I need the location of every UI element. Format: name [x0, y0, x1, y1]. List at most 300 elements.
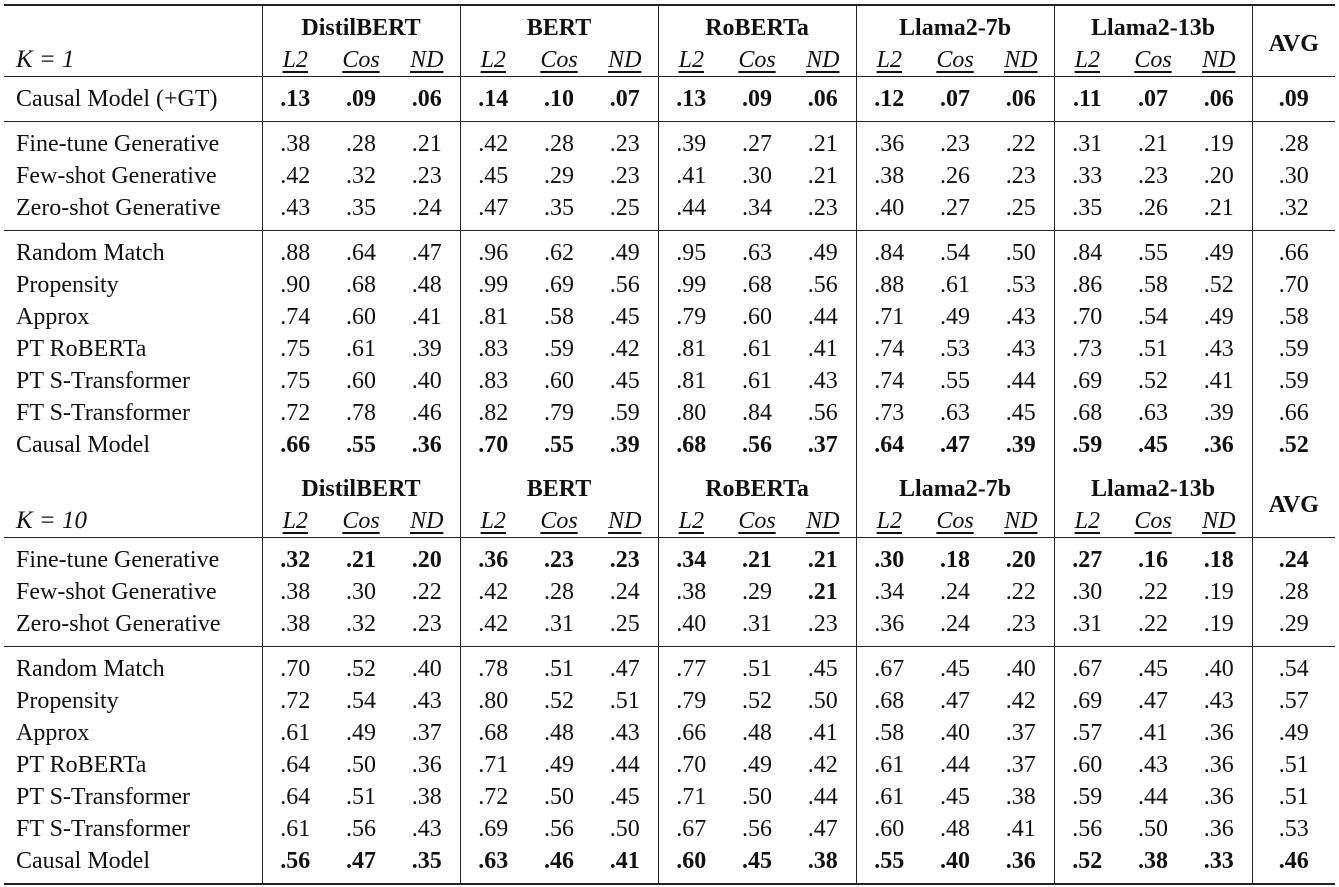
- value-cell: .36: [394, 749, 460, 781]
- metric-header: [526, 44, 592, 77]
- value-cell: .24: [940, 578, 971, 605]
- table-row: [4, 781, 1335, 813]
- value-cell: .44: [790, 301, 856, 333]
- value-cell: .79: [544, 399, 574, 426]
- method-name: PT RoBERTa: [4, 333, 262, 365]
- value-cell: .30: [742, 162, 773, 189]
- value-cell: .20: [1186, 160, 1252, 192]
- value-cell: .63: [940, 399, 971, 426]
- metric-header: [1054, 505, 1120, 538]
- table-row: [4, 192, 1335, 231]
- value-cell: .40: [988, 647, 1054, 686]
- value-cell: .59: [1072, 783, 1103, 810]
- value-cell: .36: [856, 122, 922, 161]
- table-row: [4, 608, 1335, 647]
- value-cell: .25: [592, 608, 658, 647]
- value-cell: .40: [874, 194, 905, 221]
- table-row: [4, 749, 1335, 781]
- value-cell: .09: [724, 77, 790, 122]
- value-cell: .48: [394, 269, 460, 301]
- value-cell: .61: [280, 815, 311, 842]
- value-cell: .51: [592, 685, 658, 717]
- value-cell: .33: [1072, 162, 1103, 189]
- value-cell: .06: [988, 77, 1054, 122]
- value-cell: .23: [790, 192, 856, 231]
- value-cell: .84: [856, 231, 922, 270]
- value-cell: .42: [790, 749, 856, 781]
- value-cell: .47: [940, 431, 971, 458]
- value-cell: .61: [742, 367, 773, 394]
- method-name: Zero-shot Generative: [4, 608, 262, 647]
- avg-cell: .49: [1278, 719, 1309, 746]
- value-cell: .21: [790, 576, 856, 608]
- value-cell: .52: [1054, 845, 1120, 884]
- value-cell: .81: [478, 303, 509, 330]
- method-name: Approx: [4, 717, 262, 749]
- value-cell: .99: [676, 271, 707, 298]
- value-cell: .07: [922, 77, 988, 122]
- value-cell: .43: [988, 301, 1054, 333]
- value-cell: .45: [922, 647, 988, 686]
- value-cell: .34: [874, 578, 905, 605]
- model-header: DistilBERT: [262, 5, 460, 44]
- value-cell: .47: [592, 647, 658, 686]
- metric-label: L2: [1074, 46, 1100, 73]
- value-cell: .40: [940, 719, 971, 746]
- metric-header: [328, 44, 394, 77]
- metric-label: Cos: [1134, 46, 1172, 73]
- value-cell: .60: [874, 815, 905, 842]
- value-cell: .47: [394, 231, 460, 270]
- value-cell: .21: [724, 538, 790, 577]
- value-cell: .83: [478, 367, 509, 394]
- value-cell: .66: [280, 431, 311, 458]
- value-cell: .59: [1072, 431, 1103, 458]
- value-cell: .41: [394, 301, 460, 333]
- value-cell: .81: [676, 335, 707, 362]
- value-cell: .60: [742, 303, 773, 330]
- value-cell: .48: [940, 815, 971, 842]
- value-cell: .22: [1138, 610, 1169, 637]
- metric-header: [526, 505, 592, 538]
- metric-label: ND: [1004, 46, 1038, 73]
- value-cell: .32: [262, 538, 328, 577]
- value-cell: .35: [346, 194, 376, 221]
- value-cell: .58: [544, 303, 574, 330]
- value-cell: .43: [1186, 333, 1252, 365]
- value-cell: .80: [478, 687, 509, 714]
- model-header: BERT: [460, 5, 658, 44]
- value-cell: .68: [346, 271, 376, 298]
- metric-label: L2: [282, 46, 308, 73]
- value-cell: .47: [940, 687, 971, 714]
- value-cell: .39: [988, 429, 1054, 467]
- metric-header: [988, 44, 1054, 77]
- metric-label: ND: [608, 46, 642, 73]
- model-header-row: [4, 467, 1335, 505]
- avg-cell: .57: [1278, 687, 1309, 714]
- avg-cell: .09: [1252, 77, 1335, 122]
- value-cell: .23: [526, 538, 592, 577]
- value-cell: .56: [262, 845, 328, 884]
- value-cell: .28: [544, 578, 574, 605]
- value-cell: .30: [1072, 578, 1103, 605]
- value-cell: .67: [1054, 647, 1120, 686]
- metric-header: [1120, 44, 1186, 77]
- value-cell: .64: [874, 431, 905, 458]
- table-row: [4, 333, 1335, 365]
- value-cell: .45: [592, 301, 658, 333]
- value-cell: .31: [742, 610, 773, 637]
- value-cell: .25: [592, 192, 658, 231]
- value-cell: .84: [1054, 231, 1120, 270]
- value-cell: .50: [592, 813, 658, 845]
- value-cell: .51: [724, 647, 790, 686]
- value-cell: .38: [874, 162, 905, 189]
- value-cell: .49: [742, 751, 773, 778]
- model-header: RoBERTa: [658, 467, 856, 505]
- metric-header: [658, 505, 724, 538]
- method-name: PT RoBERTa: [4, 749, 262, 781]
- value-cell: .45: [724, 845, 790, 884]
- value-cell: .77: [658, 647, 724, 686]
- value-cell: .54: [346, 687, 376, 714]
- value-cell: .75: [280, 367, 311, 394]
- value-cell: .56: [742, 815, 773, 842]
- value-cell: .55: [940, 367, 971, 394]
- value-cell: .40: [394, 365, 460, 397]
- value-cell: .23: [394, 160, 460, 192]
- metric-label: Cos: [936, 46, 974, 73]
- value-cell: .21: [790, 160, 856, 192]
- avg-cell: .52: [1278, 431, 1309, 458]
- value-cell: .21: [790, 538, 856, 577]
- avg-cell: .66: [1278, 399, 1309, 426]
- value-cell: .19: [1186, 608, 1252, 647]
- value-cell: .66: [676, 719, 707, 746]
- value-cell: .75: [280, 335, 311, 362]
- value-cell: .24: [592, 576, 658, 608]
- value-cell: .34: [658, 538, 724, 577]
- table-row: [4, 576, 1335, 608]
- value-cell: .50: [346, 751, 376, 778]
- value-cell: .55: [1120, 231, 1186, 270]
- value-cell: .31: [544, 610, 574, 637]
- value-cell: .36: [1186, 749, 1252, 781]
- avg-header: AVG: [1268, 491, 1319, 518]
- value-cell: .38: [280, 610, 311, 637]
- value-cell: .63: [724, 231, 790, 270]
- value-cell: .99: [478, 271, 509, 298]
- table-row: [4, 77, 1335, 122]
- value-cell: .49: [940, 303, 971, 330]
- table-row: [4, 685, 1335, 717]
- value-cell: .37: [988, 717, 1054, 749]
- value-cell: .56: [346, 815, 376, 842]
- value-cell: .45: [478, 162, 509, 189]
- metric-header-row: [4, 44, 1335, 77]
- value-cell: .23: [592, 160, 658, 192]
- model-header: Llama2-7b: [856, 5, 1054, 44]
- value-cell: .50: [1138, 815, 1169, 842]
- metric-label: Cos: [1134, 507, 1172, 534]
- value-cell: .28: [526, 122, 592, 161]
- value-cell: .36: [988, 845, 1054, 884]
- value-cell: .22: [988, 576, 1054, 608]
- value-cell: .43: [394, 685, 460, 717]
- value-cell: .70: [676, 751, 707, 778]
- metric-header: [1120, 505, 1186, 538]
- value-cell: .64: [280, 783, 311, 810]
- value-cell: .49: [790, 231, 856, 270]
- value-cell: .80: [676, 399, 707, 426]
- value-cell: .07: [592, 77, 658, 122]
- value-cell: .49: [544, 751, 574, 778]
- value-cell: .23: [790, 608, 856, 647]
- value-cell: .53: [940, 335, 971, 362]
- value-cell: .60: [544, 367, 574, 394]
- value-cell: .23: [394, 608, 460, 647]
- avg-cell: .30: [1278, 162, 1309, 189]
- value-cell: .40: [922, 845, 988, 884]
- metric-label: L2: [480, 46, 506, 73]
- value-cell: .61: [874, 751, 905, 778]
- metric-label: ND: [806, 507, 840, 534]
- table-row: [4, 845, 1335, 884]
- value-cell: .26: [1138, 194, 1169, 221]
- value-cell: .52: [1186, 269, 1252, 301]
- value-cell: .46: [394, 397, 460, 429]
- value-cell: .70: [262, 647, 328, 686]
- k-label: K = 10: [4, 505, 262, 538]
- value-cell: .44: [1138, 783, 1169, 810]
- value-cell: .22: [1138, 578, 1169, 605]
- value-cell: .61: [346, 335, 376, 362]
- value-cell: .22: [988, 122, 1054, 161]
- value-cell: .52: [742, 687, 773, 714]
- value-cell: .18: [1186, 538, 1252, 577]
- value-cell: .58: [1138, 271, 1169, 298]
- value-cell: .62: [526, 231, 592, 270]
- method-name: Zero-shot Generative: [4, 192, 262, 231]
- value-cell: .68: [676, 431, 707, 458]
- value-cell: .40: [1186, 647, 1252, 686]
- method-name: Causal Model: [4, 429, 262, 467]
- value-cell: .49: [1186, 301, 1252, 333]
- value-cell: .25: [988, 192, 1054, 231]
- value-cell: .13: [262, 77, 328, 122]
- value-cell: .13: [658, 77, 724, 122]
- value-cell: .50: [742, 783, 773, 810]
- value-cell: .42: [592, 333, 658, 365]
- value-cell: .71: [874, 303, 905, 330]
- value-cell: .55: [856, 845, 922, 884]
- model-header: DistilBERT: [262, 467, 460, 505]
- avg-cell: .70: [1278, 271, 1309, 298]
- metric-label: Cos: [540, 46, 578, 73]
- value-cell: .74: [874, 367, 905, 394]
- value-cell: .69: [544, 271, 574, 298]
- metric-label: ND: [1202, 507, 1236, 534]
- value-cell: .28: [328, 122, 394, 161]
- model-header: Llama2-7b: [856, 467, 1054, 505]
- value-cell: .56: [742, 431, 773, 458]
- metric-label: L2: [480, 507, 506, 534]
- value-cell: .71: [676, 783, 707, 810]
- metric-label: L2: [678, 46, 704, 73]
- corner-cell: [4, 5, 262, 44]
- value-cell: .88: [874, 271, 905, 298]
- value-cell: .45: [940, 783, 971, 810]
- value-cell: .37: [394, 717, 460, 749]
- value-cell: .32: [346, 162, 376, 189]
- value-cell: .38: [262, 122, 328, 161]
- value-cell: .56: [790, 397, 856, 429]
- value-cell: .60: [346, 303, 376, 330]
- value-cell: .37: [988, 749, 1054, 781]
- avg-cell: .32: [1278, 194, 1309, 221]
- metric-label: L2: [678, 507, 704, 534]
- value-cell: .35: [1072, 194, 1103, 221]
- avg-cell: .58: [1278, 303, 1309, 330]
- value-cell: .55: [346, 431, 376, 458]
- value-cell: .70: [478, 431, 509, 458]
- value-cell: .86: [1072, 271, 1103, 298]
- metric-label: Cos: [936, 507, 974, 534]
- metric-label: ND: [1004, 507, 1038, 534]
- value-cell: .42: [988, 685, 1054, 717]
- value-cell: .51: [526, 647, 592, 686]
- metric-label: ND: [410, 507, 444, 534]
- value-cell: .79: [676, 303, 707, 330]
- value-cell: .41: [1138, 719, 1169, 746]
- model-header: Llama2-13b: [1054, 5, 1252, 44]
- metric-label: ND: [410, 46, 444, 73]
- value-cell: .51: [1138, 335, 1169, 362]
- table-row: [4, 365, 1335, 397]
- value-cell: .61: [742, 335, 773, 362]
- value-cell: .69: [1072, 687, 1103, 714]
- avg-cell: .46: [1252, 845, 1335, 884]
- metric-header-row: [4, 505, 1335, 538]
- model-header: BERT: [460, 467, 658, 505]
- value-cell: .38: [790, 845, 856, 884]
- value-cell: .39: [658, 122, 724, 161]
- value-cell: .49: [1186, 231, 1252, 270]
- value-cell: .73: [1072, 335, 1103, 362]
- metric-header: [790, 44, 856, 77]
- value-cell: .42: [460, 122, 526, 161]
- value-cell: .43: [1138, 751, 1169, 778]
- value-cell: .56: [790, 269, 856, 301]
- value-cell: .68: [742, 271, 773, 298]
- value-cell: .27: [1054, 538, 1120, 577]
- value-cell: .43: [790, 365, 856, 397]
- value-cell: .52: [544, 687, 574, 714]
- method-name: PT S-Transformer: [4, 365, 262, 397]
- avg-cell: .51: [1278, 751, 1309, 778]
- value-cell: .67: [676, 815, 707, 842]
- avg-cell: .53: [1278, 815, 1309, 842]
- value-cell: .56: [592, 269, 658, 301]
- metric-header: [1186, 505, 1252, 538]
- value-cell: .12: [856, 77, 922, 122]
- avg-cell: .29: [1278, 610, 1309, 637]
- value-cell: .84: [742, 399, 773, 426]
- value-cell: .43: [1186, 685, 1252, 717]
- value-cell: .41: [592, 845, 658, 884]
- metric-label: Cos: [342, 507, 380, 534]
- value-cell: .95: [658, 231, 724, 270]
- value-cell: .52: [328, 647, 394, 686]
- value-cell: .47: [328, 845, 394, 884]
- value-cell: .45: [1138, 431, 1169, 458]
- value-cell: .23: [592, 538, 658, 577]
- value-cell: .47: [478, 194, 509, 221]
- metric-header: [724, 44, 790, 77]
- value-cell: .41: [676, 162, 707, 189]
- method-name: Propensity: [4, 269, 262, 301]
- metric-header: [394, 505, 460, 538]
- value-cell: .21: [1120, 122, 1186, 161]
- avg-header: AVG: [1252, 5, 1335, 77]
- value-cell: .78: [346, 399, 376, 426]
- value-cell: .36: [1186, 781, 1252, 813]
- value-cell: .47: [1138, 687, 1169, 714]
- value-cell: .71: [478, 751, 509, 778]
- value-cell: .31: [1054, 122, 1120, 161]
- value-cell: .06: [790, 77, 856, 122]
- value-cell: .09: [328, 77, 394, 122]
- metric-header: [262, 505, 328, 538]
- value-cell: .41: [1186, 365, 1252, 397]
- value-cell: .31: [1072, 610, 1103, 637]
- value-cell: .90: [280, 271, 311, 298]
- k-label: K = 1: [4, 44, 262, 77]
- metric-header: [988, 505, 1054, 538]
- value-cell: .26: [940, 162, 971, 189]
- method-name: Random Match: [4, 647, 262, 686]
- value-cell: .32: [346, 610, 376, 637]
- value-cell: .45: [592, 365, 658, 397]
- avg-cell: .24: [1252, 538, 1335, 577]
- value-cell: .23: [592, 122, 658, 161]
- value-cell: .38: [280, 578, 311, 605]
- value-cell: .72: [478, 783, 509, 810]
- value-cell: .41: [988, 813, 1054, 845]
- metric-header: [460, 44, 526, 77]
- metric-header: [1186, 44, 1252, 77]
- value-cell: .43: [280, 194, 311, 221]
- value-cell: .38: [676, 578, 707, 605]
- value-cell: .21: [790, 122, 856, 161]
- metric-header: [460, 505, 526, 538]
- value-cell: .23: [988, 160, 1054, 192]
- value-cell: .11: [1054, 77, 1120, 122]
- corner-cell: [4, 467, 262, 505]
- value-cell: .38: [394, 781, 460, 813]
- value-cell: .39: [1186, 397, 1252, 429]
- value-cell: .74: [280, 303, 311, 330]
- value-cell: .38: [1120, 845, 1186, 884]
- value-cell: .45: [988, 397, 1054, 429]
- table-row: [4, 647, 1335, 686]
- value-cell: .46: [526, 845, 592, 884]
- value-cell: .68: [1072, 399, 1103, 426]
- value-cell: .23: [922, 122, 988, 161]
- value-cell: .35: [544, 194, 574, 221]
- avg-cell: .28: [1252, 122, 1335, 161]
